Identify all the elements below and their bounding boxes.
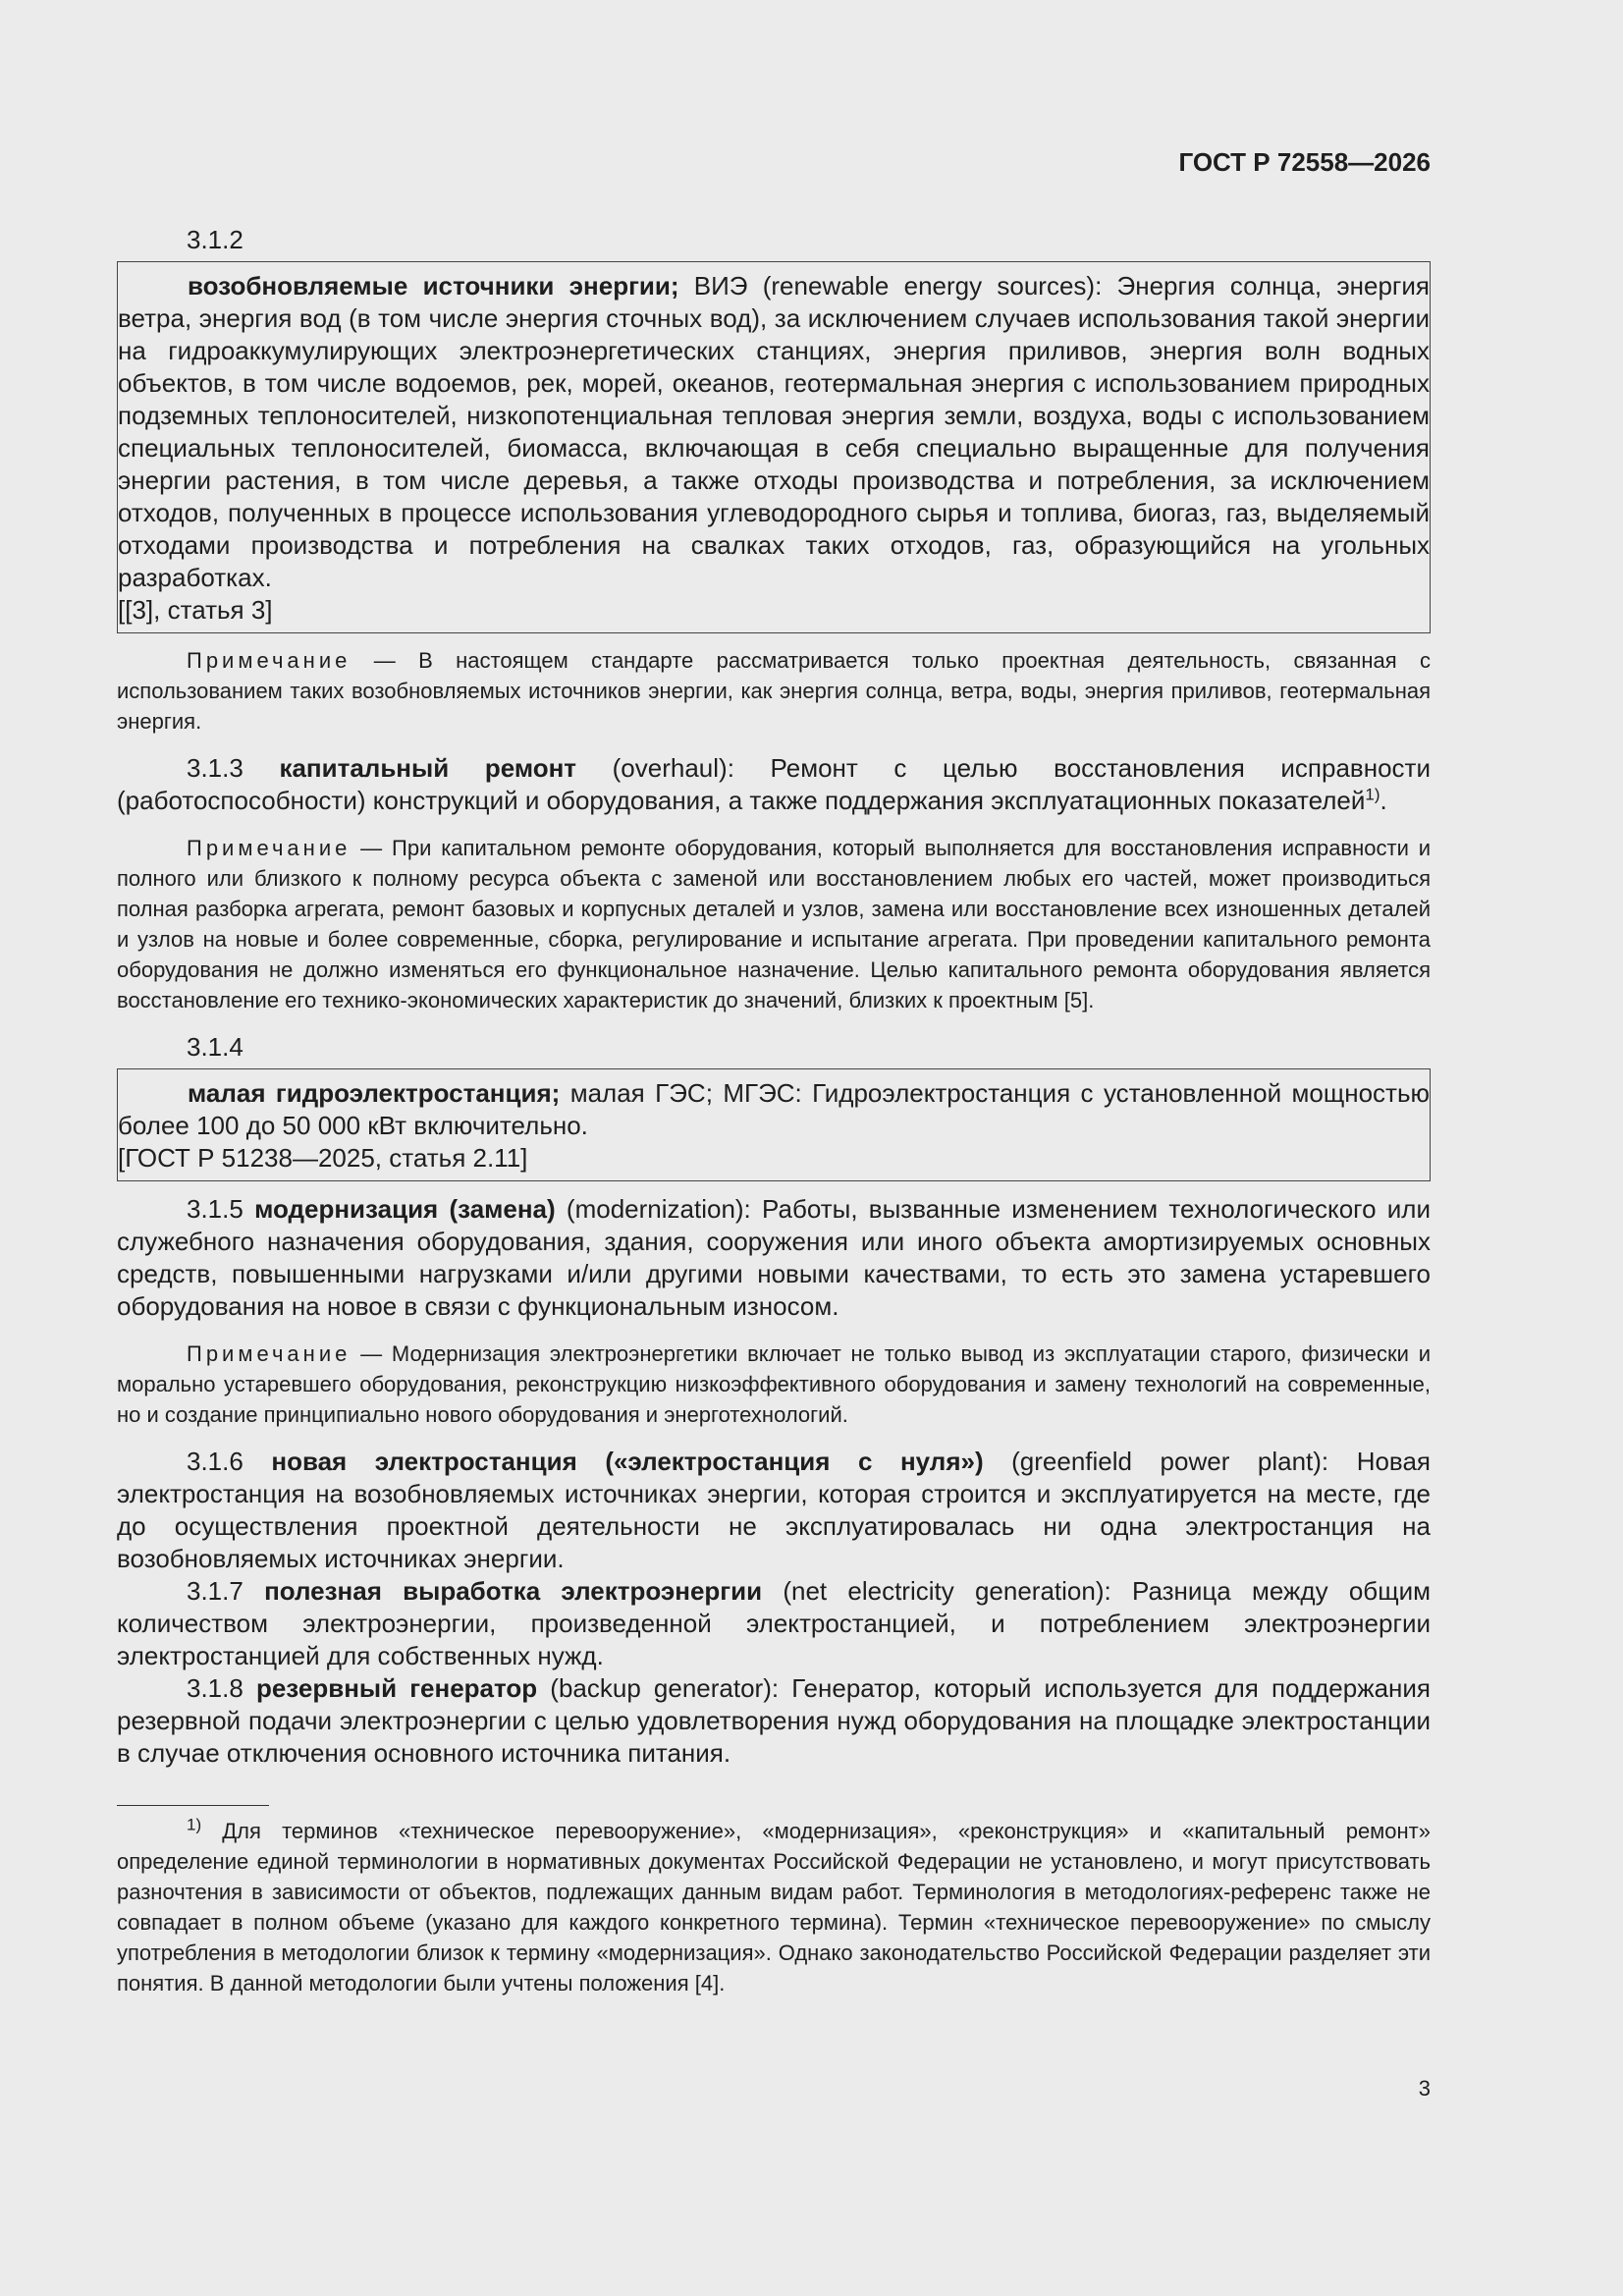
- note-text-3-1-5: — Модернизация электроэнергетики включает не только вывод из эксплуатации старого, физически и морально устаревшего оборудования, реконструкцию низкоэффективного оборудования и замену технологий на современные, но и создание принципиально нового оборудования и энерготехнологий.: [117, 1341, 1431, 1427]
- term-3-1-6: новая электростанция («электростанция с нуля»): [271, 1447, 984, 1476]
- definition-3-1-6: [117, 1446, 1431, 1575]
- definition-box-3-1-4: [117, 1068, 1431, 1181]
- note-3-1-3: [117, 833, 1431, 1015]
- term-number-3-1-4: 3.1.4: [187, 1032, 243, 1062]
- term-number-3-1-6: 3.1.6: [187, 1447, 272, 1476]
- footnote-ref: 1): [1365, 785, 1380, 804]
- definition-text-3-1-7: (net electricity generation): Разница между общим количеством электроэнергии, произведенной электростанцией, и потреблением электроэнергии электростанцией для собственных нужд.: [117, 1576, 1431, 1670]
- note-3-1-5: [117, 1339, 1431, 1430]
- note-label: Примечание: [187, 836, 352, 860]
- term-3-1-5: модернизация (замена): [254, 1194, 556, 1224]
- term-number-3-1-7: 3.1.7: [187, 1576, 265, 1606]
- definition-3-1-3: [117, 752, 1431, 817]
- definition-3-1-4: [118, 1077, 1430, 1142]
- footnote-divider: [117, 1805, 269, 1806]
- term-3-1-2: возобновляемые источники энергии;: [188, 271, 679, 301]
- source-3-1-2: [[3], статья 3]: [118, 595, 273, 625]
- note-text-3-1-2: — В настоящем стандарте рассматривается только проектная деятельность, связанная с использованием таких возобновляемых источников энергии, как энергия солнца, ветра, воды, энергия приливов, геотермальная энергия.: [117, 648, 1431, 734]
- term-number-3-1-8: 3.1.8: [187, 1673, 256, 1703]
- definition-3-1-5: [117, 1193, 1431, 1323]
- term-3-1-4: малая гидроэлектростанция;: [188, 1078, 561, 1108]
- page-number: 3: [1418, 2076, 1431, 2101]
- definition-3-1-7: [117, 1575, 1431, 1672]
- note-label: Примечание: [187, 1341, 352, 1366]
- definition-text-3-1-6: (greenfield power plant): Новая электростанция на возобновляемых источниках энергии, которая строится и эксплуатируется на месте, где до осуществления проектной деятельности не эксплуатировалась ни одна электростанция на возобновляемых источниках энергии.: [117, 1447, 1431, 1573]
- note-text-3-1-3: — При капитальном ремонте оборудования, который выполняется для восстановления исправности и полного или близкого к полному ресурса объекта с заменой или восстановлением любых его частей, может производиться полная разборка агрегата, ремонт базовых и корпусных деталей и узлов, замена или восстановление всех изношенных деталей и узлов на новые и более современные, сборка, регулирование и испытание агрегата. При проведении капитального ремонта оборудования не должно изменяться его функциональное назначение. Целью капитального ремонта оборудования является восстановление его технико-экономических характеристик до значений, близких к проектным [5].: [117, 836, 1431, 1012]
- term-number-3-1-5: 3.1.5: [187, 1194, 255, 1224]
- term-3-1-8: резервный генератор: [255, 1673, 538, 1703]
- definition-text-3-1-4: малая ГЭС; МГЭС: Гидроэлектростанция с установленной мощностью более 100 до 50 000 кВт включительно.: [118, 1078, 1431, 1140]
- term-number-3-1-3: 3.1.3: [187, 753, 280, 783]
- footnote-mark: 1): [187, 1815, 202, 1834]
- document-code: ГОСТ Р 72558—2026: [1178, 147, 1431, 177]
- note-label: Примечание: [187, 648, 352, 673]
- term-3-1-7: полезная выработка электроэнергии: [264, 1576, 763, 1606]
- source-3-1-4: [ГОСТ Р 51238—2025, статья 2.11]: [118, 1143, 528, 1173]
- footnote: [117, 1816, 1431, 1998]
- definition-end-3-1-3: .: [1380, 786, 1387, 815]
- page-content: [117, 224, 1431, 1998]
- definition-box-3-1-2: [117, 261, 1431, 633]
- definition-3-1-2: [118, 270, 1430, 594]
- definition-3-1-8: [117, 1672, 1431, 1770]
- term-number-3-1-2: 3.1.2: [187, 225, 243, 254]
- note-3-1-2: [117, 645, 1431, 737]
- term-3-1-3: капитальный ремонт: [279, 753, 577, 783]
- definition-text-3-1-8: (backup generator): Генератор, который используется для поддержания резервной подачи электроэнергии с целью удовлетворения нужд оборудования на площадке электростанции в случае отключения основного источника питания.: [117, 1673, 1432, 1768]
- definition-text-3-1-5: (modernization): Работы, вызванные изменением технологического или служебного назначения оборудования, здания, сооружения или иного объекта амортизируемых основных средств, повышенными нагрузками и/или другими новыми качествами, то есть это замена устаревшего оборудования на новое в связи с функциональным износом.: [117, 1194, 1431, 1321]
- footnote-text: Для терминов «техническое перевооружение», «модернизация», «реконструкция» и «капитальный ремонт» определение единой терминологии в нормативных документах Российской Федерации не установлено, и могут присутствовать разночтения в зависимости от объектов, подлежащих данным видам работ. Терминология в методологиях-референс также не совпадает в полном объеме (указано для каждого конкретного термина). Термин «техническое перевооружение» по смыслу употребления в методологии близок к термину «модернизация». Однако законодательство Российской Федерации разделяет эти понятия. В данной методологии были учтены положения [4].: [117, 1819, 1431, 1995]
- definition-text-3-1-3: (overhaul): Ремонт с целью восстановления исправности (работоспособности) конструкций и оборудования, а также поддержания эксплуатационных показателей: [117, 753, 1431, 815]
- definition-text-3-1-2: ВИЭ (renewable energy sources): Энергия солнца, энергия ветра, энергия вод (в том числе энергия сточных вод), за исключением случаев использования такой энергии на гидроаккумулирующих электроэнергетических станциях, энергия приливов, энергия волн водных объектов, в том числе водоемов, рек, морей, океанов, геотермальная энергия с использованием природных подземных теплоносителей, низкопотенциальная тепловая энергия земли, воздуха, воды с использованием специальных теплоносителей, биомасса, включающая в себя специально выращенные для получения энергии растения, в том числе деревья, а также отходы производства и потребления, за исключением отходов, полученных в процессе использования углеводородного сырья и топлива, биогаз, газ, выделяемый отходами производства и потребления на свалках таких отходов, газ, образующийся на угольных разработках.: [118, 271, 1430, 592]
